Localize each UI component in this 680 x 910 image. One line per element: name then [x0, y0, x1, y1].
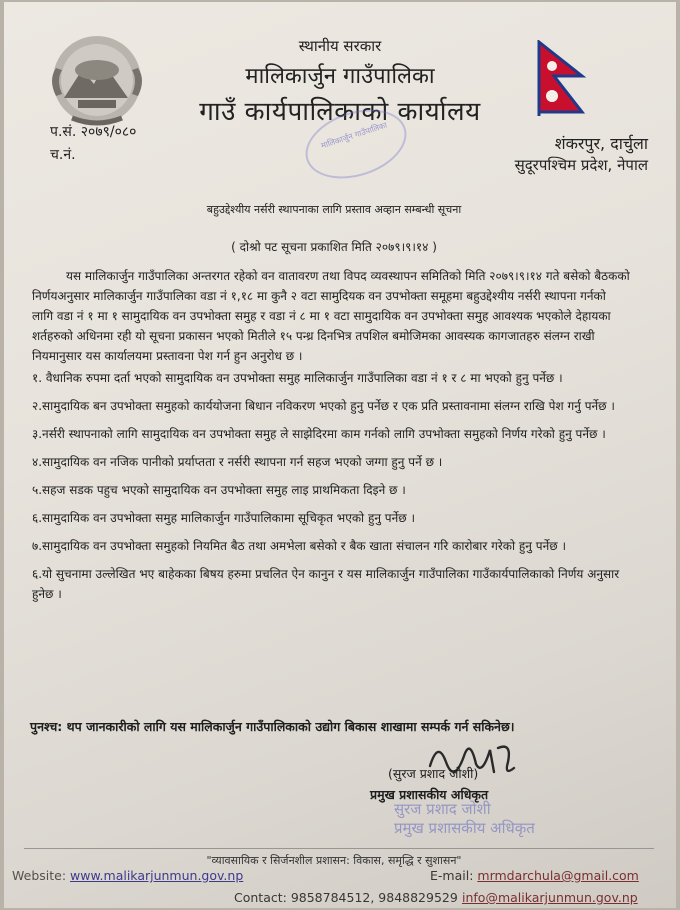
footer-website [12, 868, 243, 883]
intro-paragraph: यस मालिकार्जुन गाउँपालिका अन्तरगत रहेको वन वातावरण तथा विपद व्यवस्थापन समितिको मिति २०७९।९।१४ गते बसेको बैठकको निर्णयअनुसार मालिकार्जुन गाउँपालिका वडा नं १,१८ मा कुनै २ वटा सामुदियक वन उपभोक्ता समूहमा बहुउद्देश्यीय नर्सरी स्थापना गर्नको लागि वडा नं १ मा १ सामुदायिक वन उपभोक्ता समुह र वडा नं ८ मा १ वटा सामुदायिक वन उपभोक्ता समुह आवश्यक भएकोले देहायका शर्तहरुको अधिनमा रही यो सूचना प्रकासन भएको मितीले १५ पन्ध्र दिनभित्र तपशिल बमोजिमका आवस्यक कागजातहरु संलग्न राखी नियमानुसार यस कार्यालयमा प्रस्तावना पेश गर्न हुन अनुरोध छ । [32, 269, 630, 363]
letterhead-line1: स्थानीय सरकार [298, 37, 382, 55]
condition-2: २.सामुदायिक बन उपभोक्ता समुहको कार्ययोजना बिधान नविकरण भएको हुनु पर्नेछ र एक प्रति प्रस्तावनामा संलग्न राखि पेश गर्नु पर्नेछ । [32, 399, 615, 413]
email-label: E-mail: [430, 868, 478, 883]
condition-3: ३.नर्सरी स्थापनाको लागि सामुदायिक वन उपभोक्ता समुह ले साझेदिरमा काम गर्नको लागि उपभोक्ता समुहको निर्णय गरेको हुनु पर्नेछ । [32, 427, 606, 441]
office-name: गाउँ कार्यपालिकाको कार्यालय [199, 97, 481, 127]
condition-4: ४.सामुदायिक वन नजिक पानीको प्रर्याप्तता र नर्सरी स्थापना गर्न सहज भएको जग्गा हुनु पर्ने छ । [32, 455, 443, 469]
notice-subject: बहुउद्देश्यीय नर्सरी स्थापनाका लागि प्रस्ताव अव्हान सम्बन्धी सूचना [206, 203, 462, 216]
postscript: पुनश्च: थप जानकारीको लागि यस मालिकार्जुन गाउँपालिकाको उद्योग बिकास शाखामा सम्पर्क गर्न सकिनेछ। [30, 719, 515, 734]
address-line1: शंकरपुर, दार्चुला [554, 134, 648, 153]
name-stamp: सुरज प्रशाद जोशी [394, 800, 491, 818]
footer-contact: Contact: 9858784512, 9848829529 [234, 890, 458, 905]
signatory-title: प्रमुख प्रशासकीय अधिकृत [370, 787, 489, 802]
signatory-name: (सुरज प्रशाद जोशी) [388, 766, 479, 781]
address-line2: सुदूरपश्चिम प्रदेश, नेपाल [514, 156, 648, 174]
email-link-1[interactable]: mrmdarchula@gmail.com [477, 868, 639, 883]
email-link-2[interactable]: info@malikarjunmun.gov.np [462, 890, 638, 905]
title-stamp: प्रमुख प्रशासकीय अधिकृत [394, 819, 535, 837]
website-label: Website: [12, 868, 71, 883]
notice-body [32, 266, 630, 612]
municipality-name: मालिकार्जुन गाउँपालिका [245, 64, 435, 89]
footer-email [430, 868, 639, 883]
condition-7: ७.सामुदायिक वन उपभोक्ता समुहको नियमित बैठ तथा अमभेला बसेको र बैक खाता संचालन गरि कारोबार गरेको हुनु पर्नेछ । [32, 539, 567, 553]
condition-6: ६.सामुदायिक वन उपभोक्ता समुह मालिकार्जुन गाउँपालिकामा सूचिकृत भएको हुनु पर्नेछ । [32, 511, 416, 525]
footer-motto: "व्यावसायिक र सिर्जनशील प्रशासन: विकास, समृद्धि र सुशासन" [206, 854, 462, 867]
office-stamp-text: मालिकार्जुन गाउँपालिका [319, 120, 389, 151]
condition-5: ५.सहज सडक पहुच भएको सामुदायिक वन उपभोक्ता समुह लाइ प्राथमिकता दिइने छ । [32, 483, 406, 497]
letter-page [4, 2, 676, 908]
reference-number: प.सं. २०७९/०८० [50, 124, 137, 140]
condition-1: १. वैधानिक रुपमा दर्ता भएको सामुदायिक वन उपभोक्ता समुह मालिकार्जुन गाउँपालिका वडा नं १ र ८ मा भएको हुनु पर्नेछ । [32, 371, 563, 385]
publish-date: ( दोश्रो पट सूचना प्रकाशित मिति २०७९।९।१४ ) [231, 240, 437, 254]
footer-divider [24, 848, 654, 849]
condition-8: ६.यो सुचनामा उल्लेखित भए बाहेकका बिषय हरुमा प्रचलित ऐन कानुन र यस मालिकार्जुन गाउँपालिका गाउँकार्यपालिकाको निर्णय अनुसार हुनेछ । [32, 567, 620, 601]
website-link[interactable]: www.malikarjunmun.gov.np [70, 868, 244, 883]
dispatch-number: च.नं. [50, 147, 76, 163]
